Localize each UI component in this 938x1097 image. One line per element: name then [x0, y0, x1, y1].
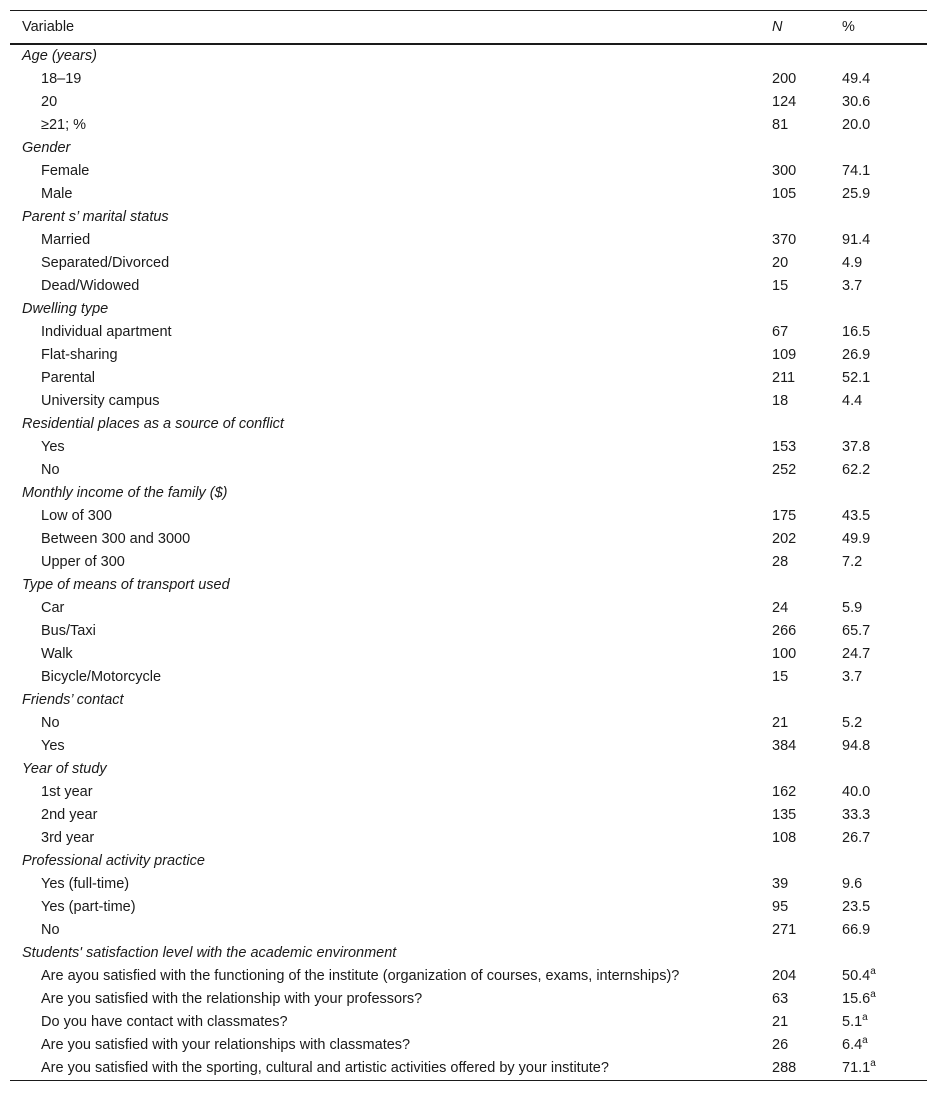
- row-label: No: [41, 462, 60, 478]
- row-percent-value: 94.8: [842, 738, 871, 754]
- row-label: University campus: [41, 393, 160, 409]
- row-percent-cell: [842, 850, 927, 873]
- row-label: Are you satisfied with the relationship with your professors?: [41, 991, 423, 1007]
- row-n-value: 20: [772, 255, 789, 271]
- row-n-value: 135: [772, 807, 797, 823]
- group-header-row: [10, 413, 927, 436]
- row-percent-value: 71.1: [842, 1060, 871, 1076]
- row-percent-value: 37.8: [842, 439, 871, 455]
- row-percent-value: 91.4: [842, 232, 871, 248]
- row-n-value: 252: [772, 462, 797, 478]
- row-n-value: [772, 298, 842, 321]
- table-row: [10, 827, 927, 850]
- row-percent-cell: [842, 390, 927, 413]
- group-label: Type of means of transport used: [22, 577, 230, 593]
- row-percent-value: 65.7: [842, 623, 871, 639]
- group-label: Professional activity practice: [22, 853, 205, 869]
- table-row: [10, 229, 927, 252]
- row-label: Married: [41, 232, 91, 248]
- row-percent-value: 4.9: [842, 255, 863, 271]
- row-percent-cell: [842, 183, 927, 206]
- row-label: Between 300 and 3000: [41, 531, 191, 547]
- row-n-value: 211: [772, 370, 796, 386]
- row-n-value: 153: [772, 439, 797, 455]
- row-n-value: 204: [772, 968, 797, 984]
- table-row: [10, 252, 927, 275]
- row-n-value: 109: [772, 347, 797, 363]
- row-percent-cell: [842, 275, 927, 298]
- row-percent-cell: [842, 597, 927, 620]
- table-row: [10, 666, 927, 689]
- row-n-value: 18: [772, 393, 789, 409]
- row-n-value: 28: [772, 554, 789, 570]
- row-percent-value: 24.7: [842, 646, 871, 662]
- row-label: Are ayou satisfied with the functioning of the institute (organization of courses, exams, internships)?: [41, 968, 680, 984]
- row-percent-value: 66.9: [842, 922, 871, 938]
- row-n-value: 108: [772, 830, 797, 846]
- group-header-row: [10, 137, 927, 160]
- footnote-marker: a: [870, 989, 876, 1001]
- row-label: Walk: [41, 646, 73, 662]
- row-percent-cell: [842, 1034, 927, 1057]
- row-n-value: 202: [772, 531, 797, 547]
- row-n-value: 271: [772, 922, 797, 938]
- group-header-row: [10, 758, 927, 781]
- row-label: Male: [41, 186, 73, 202]
- table-row: [10, 459, 927, 482]
- row-percent-cell: [842, 689, 927, 712]
- row-n-value: [772, 482, 842, 505]
- row-percent-value: 26.7: [842, 830, 871, 846]
- row-n-value: 200: [772, 71, 797, 87]
- table-row: [10, 988, 927, 1011]
- row-percent-value: 50.4: [842, 968, 871, 984]
- table-row: [10, 1011, 927, 1034]
- table-row: [10, 781, 927, 804]
- group-label: Gender: [22, 140, 71, 156]
- row-n-value: 26: [772, 1037, 789, 1053]
- row-label: 18–19: [41, 71, 82, 87]
- header-n: N: [772, 11, 842, 45]
- table-body: [10, 44, 927, 1081]
- row-percent-value: 6.4: [842, 1037, 863, 1053]
- table-row: [10, 804, 927, 827]
- row-percent-cell: [842, 827, 927, 850]
- footnote-marker: a: [870, 966, 876, 978]
- table-row: [10, 160, 927, 183]
- row-percent-cell: [842, 137, 927, 160]
- row-percent-value: 16.5: [842, 324, 871, 340]
- data-table-container: [10, 10, 927, 1081]
- row-percent-cell: [842, 367, 927, 390]
- row-percent-cell: [842, 666, 927, 689]
- row-percent-value: 52.1: [842, 370, 871, 386]
- row-label: Bicycle/Motorcycle: [41, 669, 162, 685]
- row-percent-cell: [842, 643, 927, 666]
- row-percent-cell: [842, 482, 927, 505]
- row-label: Do you have contact with classmates?: [41, 1014, 288, 1030]
- row-percent-value: 74.1: [842, 163, 871, 179]
- row-percent-cell: [842, 344, 927, 367]
- row-label: 20: [41, 94, 58, 110]
- row-percent-value: 33.3: [842, 807, 871, 823]
- row-percent-cell: [842, 1057, 927, 1081]
- row-percent-value: 25.9: [842, 186, 871, 202]
- group-header-row: [10, 850, 927, 873]
- row-n-value: 67: [772, 324, 789, 340]
- header-percent: %: [842, 11, 927, 45]
- group-label: Residential places as a source of conflict: [22, 416, 284, 432]
- row-percent-cell: [842, 528, 927, 551]
- row-n-value: 384: [772, 738, 797, 754]
- row-n-value: 162: [772, 784, 797, 800]
- table-row: [10, 643, 927, 666]
- row-percent-cell: [842, 68, 927, 91]
- row-label: Flat-sharing: [41, 347, 118, 363]
- table-row: [10, 965, 927, 988]
- table-row: [10, 1057, 927, 1081]
- row-n-value: [772, 850, 842, 873]
- row-label: Dead/Widowed: [41, 278, 140, 294]
- row-n-value: 370: [772, 232, 797, 248]
- row-n-value: 21: [772, 1014, 789, 1030]
- row-percent-cell: [842, 252, 927, 275]
- row-label: Car: [41, 600, 65, 616]
- row-n-value: [772, 206, 842, 229]
- row-percent-cell: [842, 91, 927, 114]
- row-label: Yes: [41, 738, 65, 754]
- row-percent-value: 3.7: [842, 278, 863, 294]
- row-percent-cell: [842, 919, 927, 942]
- row-label: Parental: [41, 370, 96, 386]
- row-n-value: 15: [772, 278, 789, 294]
- row-percent-value: 49.4: [842, 71, 871, 87]
- row-percent-cell: [842, 758, 927, 781]
- footnote-marker: a: [870, 1058, 876, 1070]
- row-n-value: 100: [772, 646, 797, 662]
- table-row: [10, 528, 927, 551]
- row-percent-value: 7.2: [842, 554, 863, 570]
- table-row: [10, 873, 927, 896]
- row-percent-cell: [842, 206, 927, 229]
- row-percent-value: 62.2: [842, 462, 871, 478]
- demographics-table: [10, 10, 927, 1081]
- table-row: [10, 321, 927, 344]
- row-percent-cell: [842, 551, 927, 574]
- row-n-value: 175: [772, 508, 797, 524]
- row-label: Separated/Divorced: [41, 255, 170, 271]
- row-percent-value: 5.2: [842, 715, 863, 731]
- row-percent-value: 23.5: [842, 899, 871, 915]
- footnote-marker: a: [862, 1012, 868, 1024]
- group-label: Year of study: [22, 761, 107, 777]
- row-n-value: [772, 44, 842, 68]
- row-percent-cell: [842, 114, 927, 137]
- row-label: Yes: [41, 439, 65, 455]
- row-label: Yes (part-time): [41, 899, 136, 915]
- row-percent-cell: [842, 44, 927, 68]
- table-row: [10, 735, 927, 758]
- table-row: [10, 1034, 927, 1057]
- table-row: [10, 390, 927, 413]
- group-label: Parent s’ marital status: [22, 209, 169, 225]
- table-row: [10, 896, 927, 919]
- row-n-value: [772, 942, 842, 965]
- header-row: [10, 11, 927, 45]
- row-label: ≥21; %: [41, 117, 87, 133]
- row-percent-cell: [842, 413, 927, 436]
- group-header-row: [10, 574, 927, 597]
- row-percent-value: 5.9: [842, 600, 863, 616]
- row-percent-cell: [842, 988, 927, 1011]
- table-row: [10, 919, 927, 942]
- table-row: [10, 91, 927, 114]
- table-header: [10, 11, 927, 45]
- table-row: [10, 68, 927, 91]
- table-row: [10, 712, 927, 735]
- row-label: Are you satisfied with your relationships with classmates?: [41, 1037, 411, 1053]
- row-percent-cell: [842, 735, 927, 758]
- group-header-row: [10, 44, 927, 68]
- row-label: 1st year: [41, 784, 93, 800]
- table-row: [10, 344, 927, 367]
- row-label: 2nd year: [41, 807, 98, 823]
- row-n-value: 124: [772, 94, 797, 110]
- row-percent-value: 49.9: [842, 531, 871, 547]
- row-percent-cell: [842, 505, 927, 528]
- group-header-row: [10, 206, 927, 229]
- row-n-value: 95: [772, 899, 789, 915]
- row-percent-cell: [842, 896, 927, 919]
- table-row: [10, 620, 927, 643]
- row-percent-cell: [842, 942, 927, 965]
- table-row: [10, 551, 927, 574]
- row-n-value: 266: [772, 623, 797, 639]
- row-n-value: 21: [772, 715, 789, 731]
- row-label: 3rd year: [41, 830, 95, 846]
- row-n-value: [772, 574, 842, 597]
- group-header-row: [10, 298, 927, 321]
- row-label: No: [41, 715, 60, 731]
- group-label: Dwelling type: [22, 301, 109, 317]
- row-percent-value: 9.6: [842, 876, 863, 892]
- group-label: Monthly income of the family ($): [22, 485, 228, 501]
- group-label: Students' satisfaction level with the academic environment: [22, 945, 397, 961]
- table-row: [10, 436, 927, 459]
- header-variable: Variable: [10, 11, 772, 45]
- row-label: Yes (full-time): [41, 876, 130, 892]
- table-row: [10, 367, 927, 390]
- row-label: Upper of 300: [41, 554, 125, 570]
- row-percent-value: 26.9: [842, 347, 871, 363]
- row-n-value: 300: [772, 163, 797, 179]
- row-label: No: [41, 922, 60, 938]
- row-percent-cell: [842, 965, 927, 988]
- row-n-value: [772, 758, 842, 781]
- row-percent-value: 20.0: [842, 117, 871, 133]
- row-percent-cell: [842, 804, 927, 827]
- row-percent-cell: [842, 712, 927, 735]
- row-n-value: 63: [772, 991, 789, 1007]
- row-percent-cell: [842, 229, 927, 252]
- table-row: [10, 597, 927, 620]
- row-n-value: [772, 137, 842, 160]
- row-n-value: 288: [772, 1057, 842, 1081]
- row-n-value: 105: [772, 186, 797, 202]
- row-n-value: 24: [772, 600, 789, 616]
- row-label: Are you satisfied with the sporting, cultural and artistic activities offered by your institute?: [10, 1057, 772, 1081]
- group-header-row: [10, 689, 927, 712]
- row-n-value: 15: [772, 669, 789, 685]
- group-label: Friends’ contact: [22, 692, 124, 708]
- row-percent-cell: [842, 781, 927, 804]
- row-percent-cell: [842, 321, 927, 344]
- table-row: [10, 183, 927, 206]
- row-percent-cell: [842, 436, 927, 459]
- row-percent-cell: [842, 620, 927, 643]
- row-label: Individual apartment: [41, 324, 172, 340]
- row-percent-value: 40.0: [842, 784, 871, 800]
- row-n-value: [772, 413, 842, 436]
- row-percent-cell: [842, 574, 927, 597]
- group-header-row: [10, 942, 927, 965]
- row-n-value: [772, 689, 842, 712]
- row-percent-cell: [842, 298, 927, 321]
- row-label: Low of 300: [41, 508, 112, 524]
- group-label: Age (years): [22, 48, 97, 64]
- row-percent-cell: [842, 160, 927, 183]
- row-percent-cell: [842, 459, 927, 482]
- row-n-value: 39: [772, 876, 789, 892]
- footnote-marker: a: [862, 1035, 868, 1047]
- row-percent-value: 15.6: [842, 991, 871, 1007]
- table-row: [10, 275, 927, 298]
- table-row: [10, 114, 927, 137]
- group-header-row: [10, 482, 927, 505]
- row-n-value: 81: [772, 117, 789, 133]
- row-percent-value: 30.6: [842, 94, 871, 110]
- row-percent-value: 4.4: [842, 393, 863, 409]
- row-label: Bus/Taxi: [41, 623, 96, 639]
- table-row: [10, 505, 927, 528]
- row-percent-cell: [842, 873, 927, 896]
- row-percent-cell: [842, 1011, 927, 1034]
- row-percent-value: 5.1: [842, 1014, 863, 1030]
- row-label: Female: [41, 163, 90, 179]
- row-percent-value: 3.7: [842, 669, 863, 685]
- row-percent-value: 43.5: [842, 508, 871, 524]
